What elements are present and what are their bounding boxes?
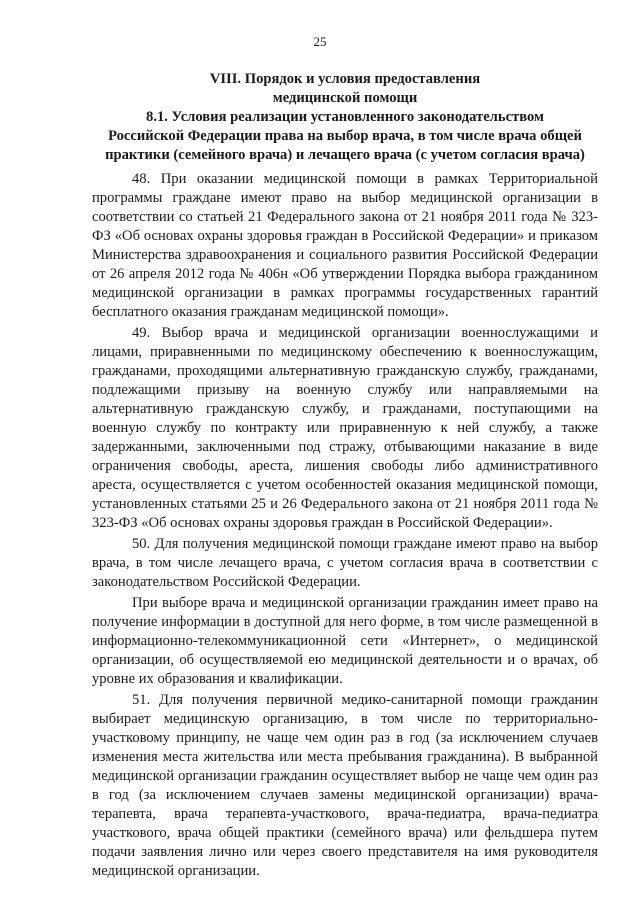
subsection-heading-line-2: Российской Федерации права на выбор врача, в том числе врача общей	[108, 128, 582, 144]
document-body	[92, 170, 598, 883]
section-title-block	[92, 70, 598, 165]
paragraph-50: 50. Для получения медицинской помощи граждане имеют право на выбор врача, в том числе лечащего врача, с учетом согласия врача в соответствии с законодательством Российской Федерации.	[92, 536, 598, 590]
paragraph-50-continued: При выборе врача и медицинской организации гражданин имеет право на получение информации в доступной для него форме, в том числе размещенной в информационно-телекоммуникационной сети «Интернет», о медицинской организации, об осуществляемой ею медицинской деятельности и о врачах, об уровне их образования и квалификации.	[92, 595, 598, 687]
section-heading-line-1: VIII. Порядок и условия предоставления	[209, 71, 481, 87]
section-heading-line-2: медицинской помощи	[272, 90, 418, 106]
paragraph-48: 48. При оказании медицинской помощи в рамках Территориальной программы граждане имеют право на выбор медицинской организации в соответствии со статьей 21 Федерального закона от 21 ноября 2011 года № 323-ФЗ «Об основах охраны здоровья граждан в Российской Федерации» и приказом Министерства здравоохранения и социального развития Российской Федерации от 26 апреля 2012 года № 406н «Об утверждении Порядка выбора гражданином медицинской организации в рамках программы государственных гарантий бесплатного оказания гражданам медицинской помощи».	[92, 171, 598, 320]
page-number: 25	[313, 34, 327, 49]
subsection-heading-line-1: 8.1. Условия реализации установленного законодательством	[146, 109, 544, 125]
subsection-heading-line-3: практики (семейного врача) и лечащего врача (с учетом согласия врача)	[105, 147, 585, 163]
paragraph-51: 51. Для получения первичной медико-санитарной помощи гражданин выбирает медицинскую организацию, в том числе по территориально-участковому принципу, не чаще чем один раз в год (за исключением случаев изменения места жительства или места пребывания гражданина). В выбранной медицинской организации гражданин осуществляет выбор не чаще чем один раз в год (за исключением случаев замены медицинской организации) врача-терапевта, врача терапевта-участкового, врача-педиатра, врача-педиатра участкового, врача общей практики (семейного врача) или фельдшера путем подачи заявления лично или через своего представителя на имя руководителя медицинской организации.	[92, 692, 598, 879]
paragraph-49: 49. Выбор врача и медицинской организации военнослужащими и лицами, приравненными по медицинскому обеспечению к военнослужащим, гражданами, проходящими альтернативную гражданскую службу, гражданами, подлежащими призыву на военную службу или направляемыми на альтернативную гражданскую службу, и гражданами, поступающими на военную службу по контракту или приравненную к ней службу, а также задержанными, заключенными под стражу, отбывающими наказание в виде ограничения свободы, ареста, лишения свободы либо административного ареста, осуществляется с учетом особенностей оказания медицинской помощи, установленных статьями 25 и 26 Федерального закона от 21 ноября 2011 года № 323-ФЗ «Об основах охраны здоровья граждан в Российской Федерации».	[92, 325, 598, 531]
